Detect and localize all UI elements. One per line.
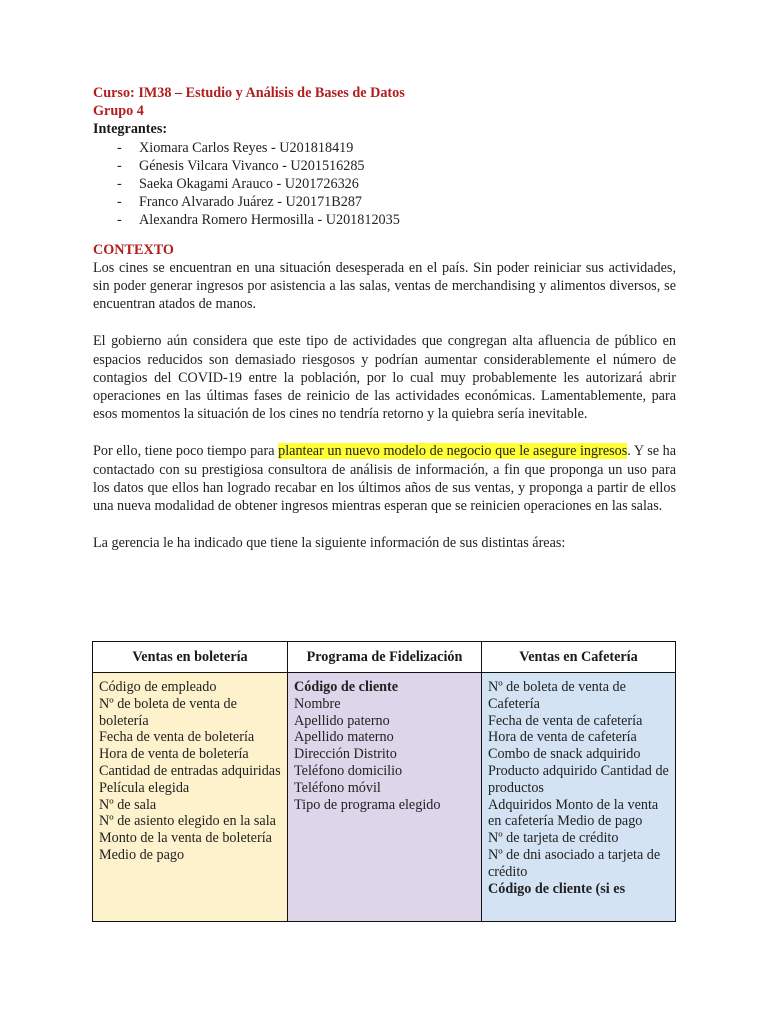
field-item: Medio de pago xyxy=(99,846,185,863)
member-name: Saeka Okagami Arauco - U201726326 xyxy=(139,176,359,193)
field-item: Adquiridos Monto de la venta en cafetería Medio de pago xyxy=(487,796,659,830)
column-boleteria xyxy=(93,673,288,922)
field-item: Dirección Distrito xyxy=(294,746,397,763)
header-ventas-cafeteria: Ventas en Cafetería xyxy=(481,642,675,673)
document-page xyxy=(93,84,676,552)
field-item: Código de cliente (si es xyxy=(487,880,626,897)
field-item: Cantidad de entradas adquiridas xyxy=(99,762,281,779)
member-item: - Génesis Vilcara Vivanco - U201516285 xyxy=(117,157,365,174)
context-paragraph-1: Los cines se encuentran en una situación desesperada en el país. Sin poder reiniciar sus actividades, sin poder generar ingresos por asistencia a las salas, ventas de merchandising y alimentos diversos, se encuentran atados de manos. xyxy=(93,259,676,313)
field-item: Teléfono domicilio xyxy=(294,762,403,779)
header-programa-fidelizacion: Programa de Fidelización xyxy=(288,642,482,673)
field-item: Combo de snack adquirido xyxy=(487,746,641,763)
members-list xyxy=(93,139,676,230)
field-item: Nº de boleta de venta de Cafetería xyxy=(487,679,626,712)
areas-table xyxy=(92,641,676,922)
context-paragraph-4: La gerencia le ha indicado que tiene la siguiente información de sus distintas áreas: xyxy=(93,535,566,552)
field-item: Apellido paterno xyxy=(294,712,390,729)
table-row xyxy=(93,673,676,922)
field-item: Monto de la venta de boletería xyxy=(99,830,272,847)
field-item: Fecha de venta de boletería xyxy=(99,729,255,746)
field-item: Tipo de programa elegido xyxy=(294,796,441,813)
field-item: Código de empleado xyxy=(99,679,217,695)
field-item: Producto adquirido Cantidad de productos xyxy=(487,762,669,796)
member-name: Alexandra Romero Hermosilla - U201812035 xyxy=(139,212,400,229)
member-item: - Franco Alvarado Juárez - U20171B287 xyxy=(117,194,363,211)
header-ventas-boleteria: Ventas en boletería xyxy=(93,642,288,673)
column-cafeteria xyxy=(481,673,675,922)
field-item: Nº de dni asociado a tarjeta de crédito xyxy=(487,846,661,880)
field-item: Nº de tarjeta de crédito xyxy=(487,830,619,847)
member-name: Franco Alvarado Juárez - U20171B287 xyxy=(139,194,363,211)
member-name: Génesis Vilcara Vivanco - U201516285 xyxy=(139,157,365,174)
context-paragraph-2: El gobierno aún considera que este tipo de actividades que congregan alta afluencia de público en espacios reducidos son demasiado riesgosos y podrían aumentar considerablemente el número de contagios del COVID-19 entre la población, por lo cual muy probablemente les autorizará abrir operaciones en las últimas fases de reinicio de las actividades económicas. Lamentablemente, para esos momentos la situación de los cines no tendría retorno y la quiebra sería inevitable. xyxy=(93,333,676,423)
field-item: Apellido materno xyxy=(294,729,394,746)
paragraph-text: . Y se ha contactado con su prestigiosa consultora de análisis de información, a fin que proponga un uso para los datos que ellos han logrado recabar en los últimos años de sus ventas, y proponga a partir de ellos una nueva modalidad de obtener ingresos mientras esperan que se reinicien operaciones en las salas. xyxy=(93,443,676,515)
field-item: Nombre xyxy=(294,695,341,712)
member-name: Xiomara Carlos Reyes - U201818419 xyxy=(139,139,354,156)
field-item: Nº de sala xyxy=(99,796,157,813)
field-item: Nº de asiento elegido en la sala xyxy=(99,813,276,830)
field-item: Nº de boleta de venta de boletería xyxy=(99,695,237,729)
member-item: - Xiomara Carlos Reyes - U201818419 xyxy=(117,139,354,156)
table-header-row xyxy=(93,642,676,673)
paragraph-text: Por ello, tiene poco tiempo para xyxy=(93,443,279,460)
members-label: Integrantes: xyxy=(93,121,168,138)
field-item: Fecha de venta de cafetería xyxy=(487,712,643,729)
field-item: Hora de venta de cafetería xyxy=(487,729,637,746)
member-item: - Alexandra Romero Hermosilla - U201812035 xyxy=(117,212,400,229)
group-label: Grupo 4 xyxy=(93,103,144,120)
context-heading: CONTEXTO xyxy=(93,241,174,258)
field-item: Hora de venta de boletería xyxy=(99,746,249,763)
member-item: - Saeka Okagami Arauco - U201726326 xyxy=(117,176,359,193)
column-fidelizacion xyxy=(288,673,482,922)
course-title: Curso: IM38 – Estudio y Análisis de Bases de Datos xyxy=(93,85,405,101)
field-item: Película elegida xyxy=(99,779,190,796)
highlighted-text: plantear un nuevo modelo de negocio que le asegure ingresos xyxy=(278,443,628,460)
field-item: Código de cliente xyxy=(294,679,399,695)
field-item: Teléfono móvil xyxy=(294,779,381,796)
context-paragraph-3 xyxy=(93,442,676,515)
